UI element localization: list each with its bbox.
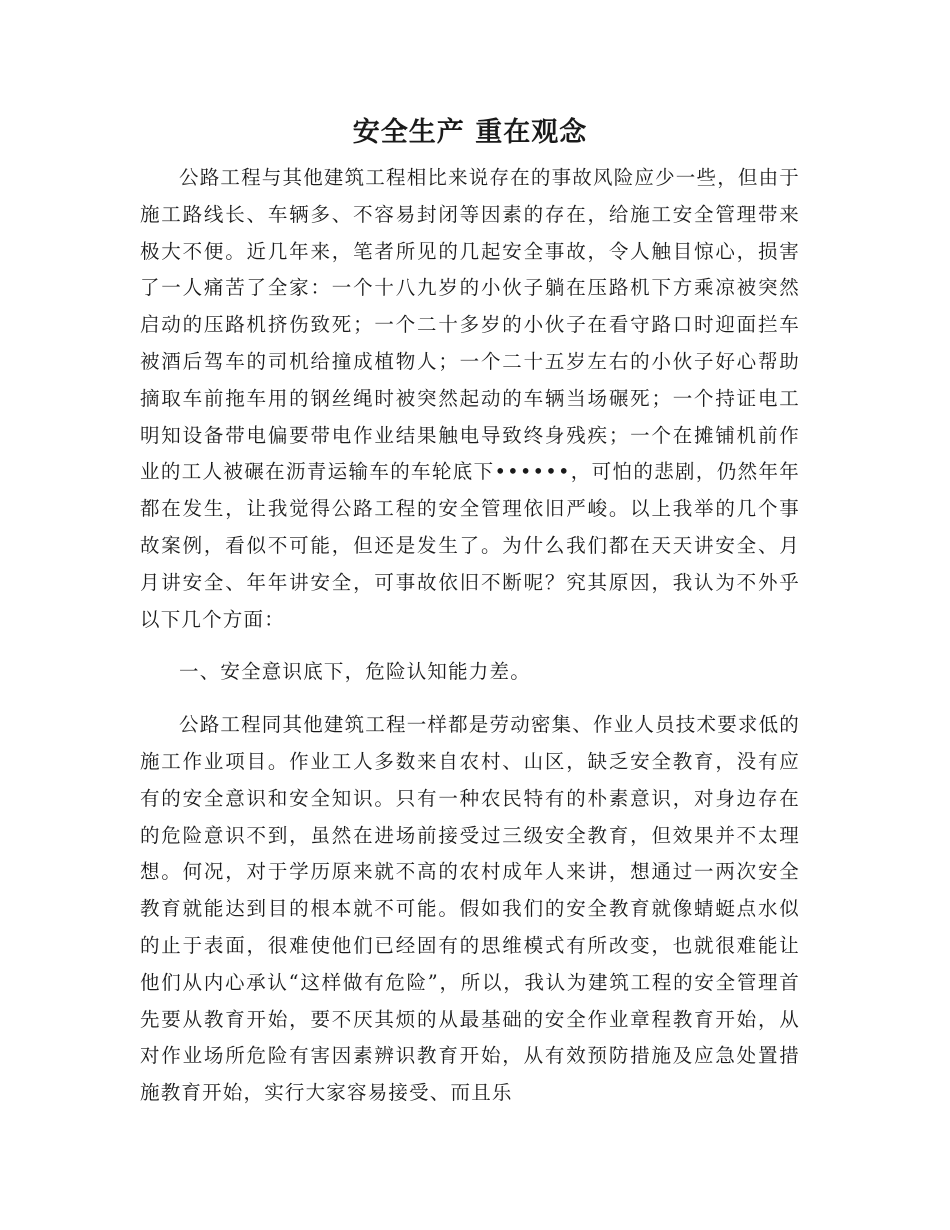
- document-title: 安全生产 重在观念: [352, 117, 588, 148]
- intro-paragraph: 公路工程与其他建筑工程相比来说存在的事故风险应少一些，但由于施工路线长、车辆多、不容易封闭等因素的存在，给施工安全管理带来极大不便。近几年来，笔者所见的几起安全事故，令人触目惊心，损害了一人痛苦了全家：一个十八九岁的小伙子躺在压路机下方乘凉被突然启动的压路机挤伤致死；一个二十多岁的小伙子在看守路口时迎面拦车被酒后驾车的司机给撞成植物人；一个二十五岁左右的小伙子好心帮助摘取车前拖车用的钢丝绳时被突然起动的车辆当场碾死；一个持证电工明知设备带电偏要带电作业结果触电导致终身残疾；一个在摊铺机前作业的工人被碾在沥青运输车的车轮底下••••••，可怕的悲剧，仍然年年都在发生，让我觉得公路工程的安全管理依旧严峻。以上我举的几个事故案例，看似不可能，但还是发生了。为什么我们都在天天讲安全、月月讲安全、年年讲安全，可事故依旧不断呢？究其原因，我认为不外乎以下几个方面：: [140, 166, 801, 631]
- section-heading: 一、安全意识底下，危险认知能力差。: [179, 660, 531, 684]
- document-page: [140, 108, 800, 1112]
- section-paragraph: 公路工程同其他建筑工程一样都是劳动密集、作业人员技术要求低的施工作业项目。作业工人多数来自农村、山区，缺乏安全教育，没有应有的安全意识和安全知识。只有一种农民特有的朴素意识，对身边存在的危险意识不到，虽然在进场前接受过三级安全教育，但效果并不太理想。何况，对于学历原来就不高的农村成年人来讲，想通过一两次安全教育就能达到目的根本就不可能。假如我们的安全教育就像蜻蜓点水似的止于表面，很难使他们已经固有的思维模式有所改变，也就很难能让他们从内心承认“这样做有危险”，所以，我认为建筑工程的安全管理首先要从教育开始，要不厌其烦的从最基础的安全作业章程教育开始，从对作业场所危险有害因素辨识教育开始，从有效预防措施及应急处置措施教育开始，实行大家容易接受、而且乐: [140, 713, 801, 1105]
